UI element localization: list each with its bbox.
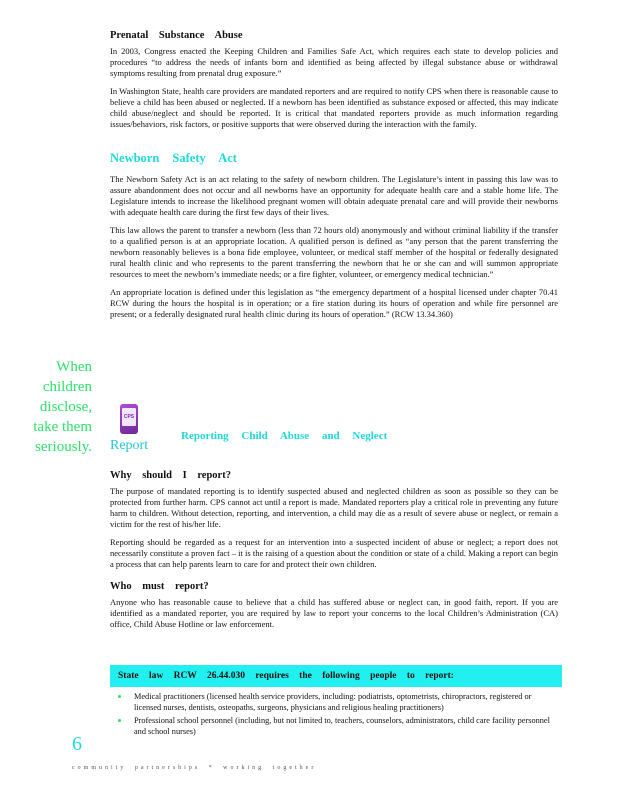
prenatal-heading: Prenatal Substance Abuse [110, 30, 243, 41]
newborn-paragraph-3: An appropriate location is defined under this legislation as “the emergency department of a hospital licensed under chapter 70.41 RCW during the hours the hospital is in operation; or a fire station during its hours of operation and while fire personnel are present; or a federally designated rural health clinic during its hours of operation.” (RCW 13.34.360) [110, 287, 558, 319]
reporter-list [110, 692, 558, 740]
list-item [110, 716, 558, 737]
bullet-dot-icon [118, 695, 121, 698]
lower-content [110, 470, 558, 637]
why-paragraph-1: The purpose of mandated reporting is to identify suspected abused and neglected children as soon as possible so they can be protected from further harm. CPS cannot act until a report is made. Mandated reporters play a critical role in preventing any future harm to children. Without detection, reporting, and intervention, a child may die as a result of severe abuse or neglect, or remain a victim for the rest of his/her life. [110, 486, 558, 529]
page-number: 6 [72, 733, 82, 755]
footer-tagline: community partnerships * working together [72, 765, 317, 771]
bullet-dot-icon [118, 719, 121, 722]
upper-content [110, 30, 558, 327]
side-quote: When children disclose, take them seriously. [33, 359, 92, 455]
prenatal-paragraph-2: In Washington State, health care providers are mandated reporters and are required to notify CPS when there is reasonable cause to believe a child has been abused or neglected. If a newborn has been identified as substance exposed or affected, this may indicate child abuse/neglect and should be reported. It is critical that mandated reporters provide as much information regarding issues/behaviors, risk factors, or positive supports that were observed during the interaction with the family. [110, 86, 558, 129]
why-heading: Why should I report? [110, 470, 231, 481]
phone-icon [120, 404, 138, 434]
newborn-paragraph-1: The Newborn Safety Act is an act relating to the safety of newborn children. The Legislature’s intent in passing this law was to assure abandonment does not occur and all newborns have an opportunity for adequate health care and a stable home life. The Legislature intends to increase the likelihood pregnant women will obtain adequate prenatal care and will provide their newborns with adequate health care during the first few days of their lives. [110, 174, 558, 217]
list-item [110, 692, 558, 713]
who-paragraph-1: Anyone who has reasonable cause to believe that a child has suffered abuse or neglect can, in good faith, report. If you are identified as a mandated reporter, you are required by law to report your concerns to the local Children’s Administration (CA) office, Child Abuse Hotline or law enforcement. [110, 597, 558, 629]
report-icon-label: Report [110, 438, 149, 453]
list-item-text: Professional school personnel (including, but not limited to, teachers, counselors, administrators, child care facility personnel and school nurses) [134, 716, 550, 736]
who-heading: Who must report? [110, 581, 209, 592]
newborn-heading: Newborn Safety Act [110, 151, 237, 165]
reporting-heading: Reporting Child Abuse and Neglect [181, 430, 388, 442]
report-icon-block [110, 404, 230, 454]
prenatal-paragraph-1: In 2003, Congress enacted the Keeping Children and Families Safe Act, which requires each state to develop policies and procedures “to address the needs of infants born and identified as being affected by illegal substance abuse or withdrawal symptoms resulting from prenatal drug exposure.” [110, 46, 558, 78]
phone-screen-text: CPS [122, 408, 136, 426]
newborn-paragraph-2: This law allows the parent to transfer a newborn (less than 72 hours old) anonymously and without criminal liability if the transfer to a qualified person is at an appropriate location. A qualified person is defined as “any person that the parent transferring the newborn reasonably believes is a bona fide employee, volunteer, or medical staff member of the hospital or federally designated rural health clinic and who represents to the parent transferring the newborn that he or she can and will summon appropriate resources to meet the newborn’s immediate needs; or a fire fighter, volunteer, or emergency medical technician.” [110, 225, 558, 279]
list-item-text: Medical practitioners (licensed health service providers, including: podiatrists, optometrists, chiropractors, registered or licensed nurses, dentists, osteopaths, surgeons, physicians and religious healing practitioners) [134, 692, 532, 712]
requirement-banner: State law RCW 26.44.030 requires the following people to report: [110, 665, 562, 687]
why-paragraph-2: Reporting should be regarded as a request for an intervention into a suspected incident of abuse or neglect; a report does not necessarily constitute a proven fact – it is the raising of a question about the condition or state of a child. Making a report can begin a process that can help parents learn to care for and protect their own children. [110, 537, 558, 569]
